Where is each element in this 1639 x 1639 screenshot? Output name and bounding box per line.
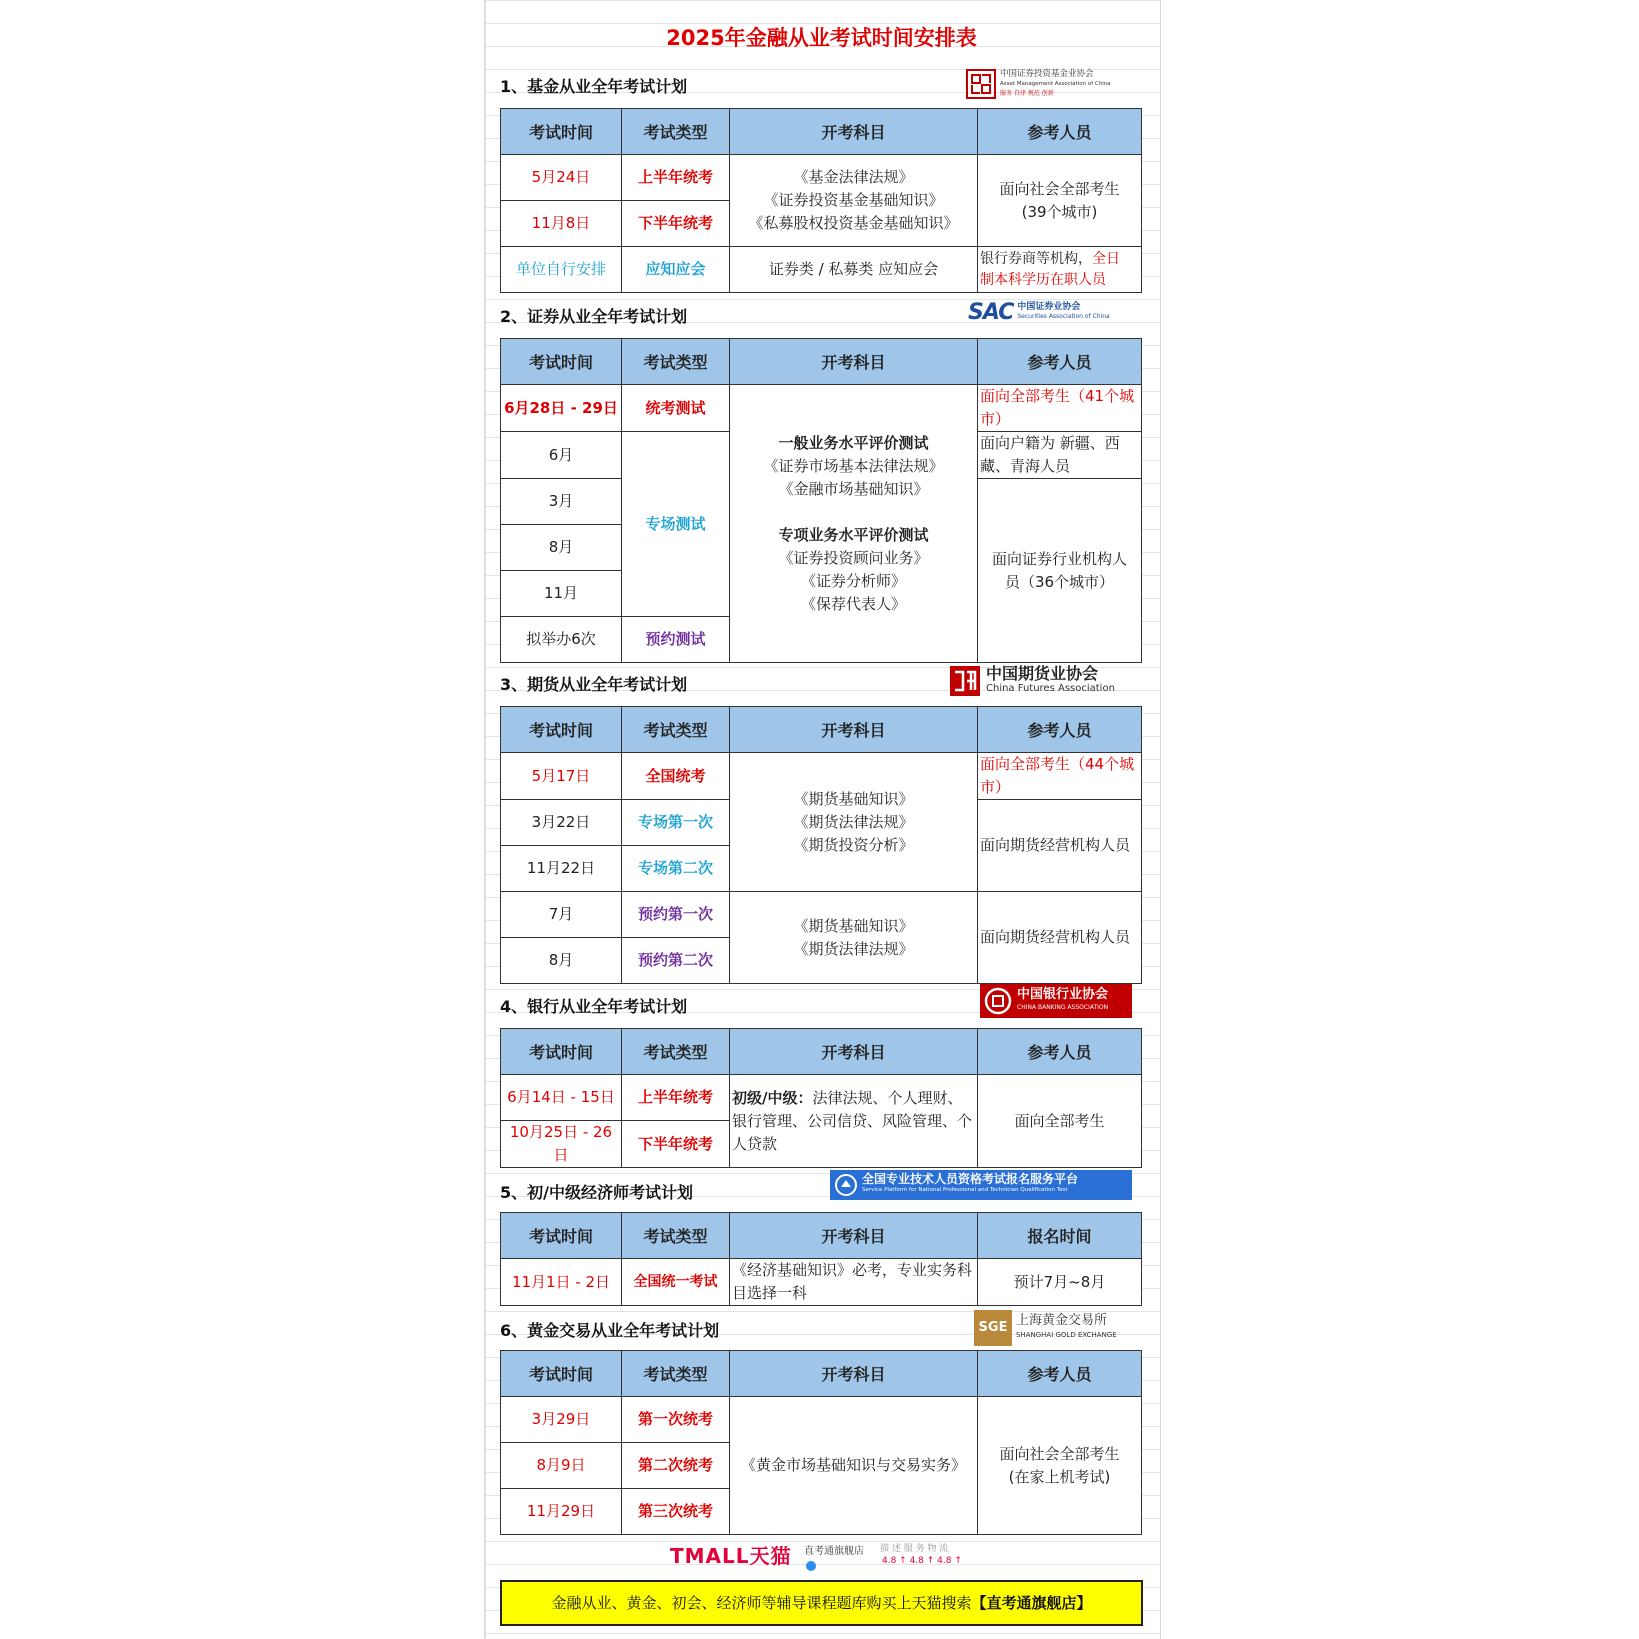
bank-r1-time: 6月14日 - 15日	[501, 1075, 622, 1121]
section-title-futures: 3、期货从业全年考试计划	[500, 675, 688, 694]
sec-people-inst: 面向证券行业机构人员（36个城市）	[978, 479, 1142, 663]
amac-logo-motto: 服务 自律 规范 创新	[1000, 90, 1054, 97]
page-title: 2025年金融从业考试时间安排表	[666, 26, 977, 50]
fut-r1-time: 5月17日	[501, 753, 622, 800]
fund-subjects	[730, 155, 978, 247]
bank-subjects	[730, 1075, 978, 1168]
fund-schedule-table	[500, 108, 1142, 293]
col-header-time: 考试时间	[501, 1351, 622, 1397]
amac-logo-icon	[966, 69, 996, 99]
gold-r2-time: 8月9日	[501, 1443, 622, 1489]
fut-subject-b: 《期货法律法规》	[793, 812, 914, 831]
amac-logo-en: Asset Management Association of China	[1000, 81, 1111, 87]
fut-r1-type: 全国统考	[622, 753, 730, 800]
amac-logo	[966, 68, 1132, 100]
fut-subject2-b: 《期货法律法规》	[793, 939, 914, 958]
cpta-logo-cn: 全国专业技术人员资格考试报名服务平台	[862, 1172, 1079, 1186]
col-header-type: 考试类型	[622, 1029, 730, 1075]
section-title-gold: 6、黄金交易从业全年考试计划	[500, 1321, 720, 1340]
fut-r2-time: 3月22日	[501, 800, 622, 846]
cba-logo-en: CHINA BANKING ASSOCIATION	[1017, 1004, 1109, 1011]
sec-subject-d: 《证券分析师》	[800, 571, 906, 590]
fut-r4-type: 预约第一次	[622, 892, 730, 938]
fund-r2-type: 下半年统考	[622, 201, 730, 247]
sec-r2-time: 6月	[501, 432, 622, 479]
sac-logo-mark: SAC	[968, 299, 1014, 325]
col-header-subject: 开考科目	[730, 339, 978, 385]
col-header-people: 参考人员	[978, 109, 1142, 155]
fund-r3-people-c: 制本科学历在职人员	[980, 271, 1106, 288]
sec-subject-c: 《证券投资顾问业务》	[778, 548, 929, 567]
fund-subject-3: 《私募股权投资基金基础知识》	[748, 214, 959, 232]
fut-subject-a: 《期货基础知识》	[793, 789, 914, 808]
bank-r1-type: 上半年统考	[622, 1075, 730, 1121]
fut-r3-time: 11月22日	[501, 846, 622, 892]
gold-r2-type: 第二次统考	[622, 1443, 730, 1489]
col-header-type: 考试类型	[622, 339, 730, 385]
sec-subject-e: 《保荐代表人》	[800, 594, 906, 613]
col-header-time: 考试时间	[501, 1213, 622, 1259]
sec-r1-type: 统考测试	[622, 385, 730, 432]
section-title-fund: 1、基金从业全年考试计划	[500, 77, 688, 96]
fut-r2-type: 专场第一次	[622, 800, 730, 846]
sac-logo-cn: 中国证券业协会	[1017, 302, 1081, 312]
promo-banner[interactable]	[500, 1580, 1143, 1626]
gold-subject: 《黄金市场基础知识与交易实务》	[730, 1397, 978, 1535]
sge-logo-cn: 上海黄金交易所	[1016, 1313, 1108, 1328]
store-badge-icon	[806, 1561, 816, 1571]
fut-r4-time: 7月	[501, 892, 622, 938]
fund-people-line2: (39个城市)	[1021, 202, 1098, 221]
sec-special-type: 专场测试	[622, 432, 730, 617]
cfa-logo-icon	[950, 666, 980, 696]
col-header-people: 参考人员	[978, 1029, 1142, 1075]
col-header-register: 报名时间	[978, 1213, 1142, 1259]
cba-logo-cn: 中国银行业协会	[1017, 987, 1109, 1002]
bank-subject-text: 法律法规、个人理财、银行管理、公司信贷、风险管理、个人贷款	[732, 1088, 973, 1153]
col-header-subject: 开考科目	[730, 1029, 978, 1075]
fund-r3-subject: 证券类 / 私募类 应知应会	[730, 247, 978, 293]
col-header-type: 考试类型	[622, 707, 730, 753]
section-title-banking: 4、银行从业全年考试计划	[500, 997, 688, 1016]
cfa-logo-en: China Futures Association	[986, 683, 1115, 694]
futures-schedule-table	[500, 706, 1142, 984]
fut-r5-type: 预约第二次	[622, 938, 730, 984]
bank-people: 面向全部考生	[978, 1075, 1142, 1168]
fut-subjects	[730, 753, 978, 892]
sec-r5-time: 11月	[501, 571, 622, 617]
promo-banner-text: 金融从业、黄金、初会、经济师等辅导课程题库购买上天猫搜索	[551, 1594, 972, 1612]
sac-logo-en: Securities Association of China	[1017, 313, 1110, 320]
gold-r1-type: 第一次统考	[622, 1397, 730, 1443]
sec-subject-a: 《证券市场基本法律法规》	[763, 456, 944, 475]
col-header-subject: 开考科目	[730, 109, 978, 155]
gold-r3-type: 第三次统考	[622, 1489, 730, 1535]
sge-logo	[974, 1310, 1132, 1346]
col-header-time: 考试时间	[501, 1029, 622, 1075]
col-header-subject: 开考科目	[730, 707, 978, 753]
sac-logo	[968, 300, 1134, 324]
fund-subject-2: 《证券投资基金基础知识》	[763, 191, 944, 209]
sge-logo-mark: SGE	[974, 1310, 1012, 1346]
sec-r1-people: 面向全部考生（41个城市）	[978, 385, 1142, 432]
cpta-logo	[830, 1170, 1132, 1200]
store-ratings-labels: 描 述 服 务 物 流	[880, 1544, 949, 1554]
economist-schedule-table	[500, 1212, 1142, 1306]
fund-r1-time: 5月24日	[501, 155, 622, 201]
sec-subject-b: 《金融市场基础知识》	[778, 479, 929, 498]
col-header-type: 考试类型	[622, 1351, 730, 1397]
fut-r3-type: 专场第二次	[622, 846, 730, 892]
cpta-logo-icon	[834, 1173, 858, 1197]
banking-schedule-table	[500, 1028, 1142, 1168]
sge-logo-en: SHANGHAI GOLD EXCHANGE	[1016, 1331, 1117, 1339]
store-ratings-values: 4.8 ↑ 4.8 ↑ 4.8 ↑	[882, 1556, 962, 1566]
econ-r1-register: 预计7月~8月	[978, 1259, 1142, 1306]
fund-r2-time: 11月8日	[501, 201, 622, 247]
fund-r3-type: 应知应会	[622, 247, 730, 293]
section-title-economist: 5、初/中级经济师考试计划	[500, 1183, 693, 1202]
securities-schedule-table	[500, 338, 1142, 663]
fut-r1-people: 面向全部考生（44个城市）	[978, 753, 1142, 800]
amac-logo-cn: 中国证券投资基金业协会	[1000, 69, 1094, 79]
fund-people	[978, 155, 1142, 247]
econ-r1-subject: 《经济基础知识》必考，专业实务科目选择一科	[730, 1259, 978, 1306]
section-title-securities: 2、证券从业全年考试计划	[500, 307, 688, 326]
cfa-logo-cn: 中国期货业协会	[986, 664, 1099, 683]
gold-r3-time: 11月29日	[501, 1489, 622, 1535]
fund-people-line1: 面向社会全部考生	[999, 179, 1120, 198]
bank-r2-time: 10月25日 - 26日	[501, 1121, 622, 1168]
gold-r1-time: 3月29日	[501, 1397, 622, 1443]
gold-people-line2: (在家上机考试)	[1008, 1467, 1111, 1486]
col-header-people: 参考人员	[978, 1351, 1142, 1397]
gold-schedule-table	[500, 1350, 1142, 1535]
sec-r3-time: 3月	[501, 479, 622, 525]
col-header-type: 考试类型	[622, 1213, 730, 1259]
store-name[interactable]: 直考通旗舰店	[804, 1546, 864, 1557]
sec-subject-heading-2: 专项业务水平评价测试	[778, 525, 929, 544]
fut-r5-time: 8月	[501, 938, 622, 984]
cfa-logo	[950, 664, 1132, 698]
fund-r3-people	[978, 247, 1142, 293]
bank-subject-label: 初级/中级：	[732, 1088, 813, 1107]
sec-r6-time: 拟举办6次	[501, 617, 622, 663]
cpta-logo-en: Service Platform for National Professional and Technician Qualification Test	[862, 1187, 1068, 1193]
fund-r3-people-a: 银行券商等机构，	[980, 250, 1092, 267]
col-header-time: 考试时间	[501, 707, 622, 753]
fund-subject-1: 《基金法律法规》	[793, 168, 914, 186]
econ-r1-time: 11月1日 - 2日	[501, 1259, 622, 1306]
col-header-people: 参考人员	[978, 339, 1142, 385]
fund-r1-type: 上半年统考	[622, 155, 730, 201]
cba-logo	[980, 984, 1132, 1018]
sec-subject-heading-1: 一般业务水平评价测试	[778, 433, 929, 452]
fut-people-inst: 面向期货经营机构人员	[978, 800, 1142, 892]
fut-people-inst-2: 面向期货经营机构人员	[978, 892, 1142, 984]
fund-r3-people-b: 全日	[1092, 250, 1120, 267]
sec-r6-type: 预约测试	[622, 617, 730, 663]
col-header-subject: 开考科目	[730, 1351, 978, 1397]
sec-r1-time: 6月28日 - 29日	[501, 385, 622, 432]
col-header-time: 考试时间	[501, 109, 622, 155]
fund-r3-time: 单位自行安排	[501, 247, 622, 293]
fut-subject2-a: 《期货基础知识》	[793, 916, 914, 935]
sec-r4-time: 8月	[501, 525, 622, 571]
col-header-type: 考试类型	[622, 109, 730, 155]
cba-logo-icon	[983, 986, 1013, 1016]
gold-people	[978, 1397, 1142, 1535]
econ-r1-type: 全国统一考试	[622, 1259, 730, 1306]
col-header-subject: 开考科目	[730, 1213, 978, 1259]
sec-subjects	[730, 385, 978, 663]
promo-banner-store: 【直考通旗舰店】	[971, 1594, 1092, 1612]
col-header-people: 参考人员	[978, 707, 1142, 753]
tmall-logo[interactable]: TMALL天猫	[670, 1544, 792, 1568]
gold-people-line1: 面向社会全部考生	[999, 1444, 1120, 1463]
sec-r2-people: 面向户籍为 新疆、西藏、青海人员	[978, 432, 1142, 479]
fut-subject-c: 《期货投资分析》	[793, 835, 914, 854]
fut-subjects-2	[730, 892, 978, 984]
col-header-time: 考试时间	[501, 339, 622, 385]
bank-r2-type: 下半年统考	[622, 1121, 730, 1168]
